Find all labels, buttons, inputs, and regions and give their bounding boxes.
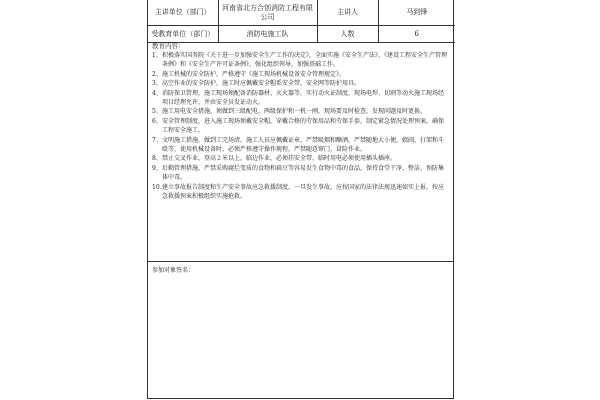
item-text: 后勤管理措施，严禁采购腐烂变质的食物和扁豆等容易发生食物中毒的食品，保持食堂干净、整洁，预防集体中毒。 bbox=[162, 164, 445, 182]
list-item bbox=[152, 70, 449, 79]
speaker-unit-label: 主讲单位（部门） bbox=[148, 0, 218, 26]
item-number: 3、 bbox=[152, 80, 162, 88]
audience-unit-value: 消防电施工队 bbox=[218, 26, 317, 43]
item-text: 施工用电安全措施，须做到三级配电，两级保护和一机一闸，现场要及时检查，发现问题及时更换。 bbox=[162, 108, 427, 116]
list-item bbox=[152, 154, 449, 163]
item-number: 2、 bbox=[152, 70, 162, 78]
list-item bbox=[152, 51, 449, 70]
item-number: 6、 bbox=[152, 117, 162, 125]
speaker-label: 主讲人 bbox=[317, 0, 378, 26]
item-text: 安全管理制度，进入施工现场须戴安全帽，穿戴合格的劳保用品和劳保手套，制定紧急情况处理预案，确保工程安全施工。 bbox=[162, 117, 445, 135]
item-number: 1、 bbox=[152, 52, 162, 59]
item-number: 8、 bbox=[152, 155, 162, 163]
education-record-form bbox=[147, 0, 454, 399]
item-number: 9、 bbox=[152, 164, 162, 172]
item-text: 消防保卫管理，施工现场须配备消防器材、灭火器等，实行动火证制度，现场电焊、切割等动火施工现场经项目经理允许，并由安全员发证动火。 bbox=[162, 89, 445, 107]
item-text: 施工机械的安全防护，严格遵守《施工现场机械设备安全管理规定》。 bbox=[162, 70, 346, 78]
item-text: 禁止交叉作业，登高２米以上，临边作业，必须挂安全带，临时用电必须使用插头插座。 bbox=[162, 155, 397, 163]
headcount-label: 人数 bbox=[317, 26, 378, 43]
item-number: 10、 bbox=[152, 183, 166, 191]
item-text: 高空作业的安全防护，施工时应佩戴安全帽系安全带，安全网等防护用具。 bbox=[162, 80, 361, 88]
item-number: 5、 bbox=[152, 108, 162, 116]
audience-unit-label: 受教育单位（部门） bbox=[148, 26, 218, 43]
item-text: 积极落实国务院《关于进一步加强安全生产工作的决定》，全面实施《安全生产法》、《建设工程安全生产管理条例》和《安全生产许可证条例》，强化组织领导，加强基础工作。 bbox=[162, 52, 448, 69]
speaker-unit-value: 河南省北方合创消防工程有限公司 bbox=[218, 0, 317, 26]
list-item bbox=[152, 89, 449, 108]
header-row-speaker bbox=[148, 0, 455, 26]
list-item bbox=[152, 107, 449, 116]
item-text: 文明施工措施，做到工完场清，施工人员应佩戴证章，严禁吸烟和酗酒，严禁随地大小便，嬉闹，打架和斗殴等，使用机械设备时，必须严格遵守操作规程，严禁随意窜门、冒险作业。 bbox=[162, 136, 445, 154]
list-item bbox=[152, 183, 449, 202]
list-item bbox=[152, 117, 449, 136]
speaker-value: 马到锋 bbox=[378, 0, 455, 26]
item-text: 建立事故报告制度和生产安全事故应急救援制度，一旦发生事故，应按国家的法律法规迅速如实上报，按应急救援预案积极组织实施抢救。 bbox=[162, 183, 445, 201]
signature-label: 参加对象签名： bbox=[152, 267, 195, 274]
list-item bbox=[152, 136, 449, 155]
item-number: 7、 bbox=[152, 136, 162, 144]
header-table bbox=[148, 0, 455, 43]
headcount-value: 6 bbox=[378, 26, 455, 43]
education-content bbox=[148, 40, 453, 262]
list-item bbox=[152, 79, 449, 88]
list-item bbox=[152, 164, 449, 183]
content-title: 教育内容： bbox=[152, 42, 185, 50]
item-number: 4、 bbox=[152, 89, 162, 97]
